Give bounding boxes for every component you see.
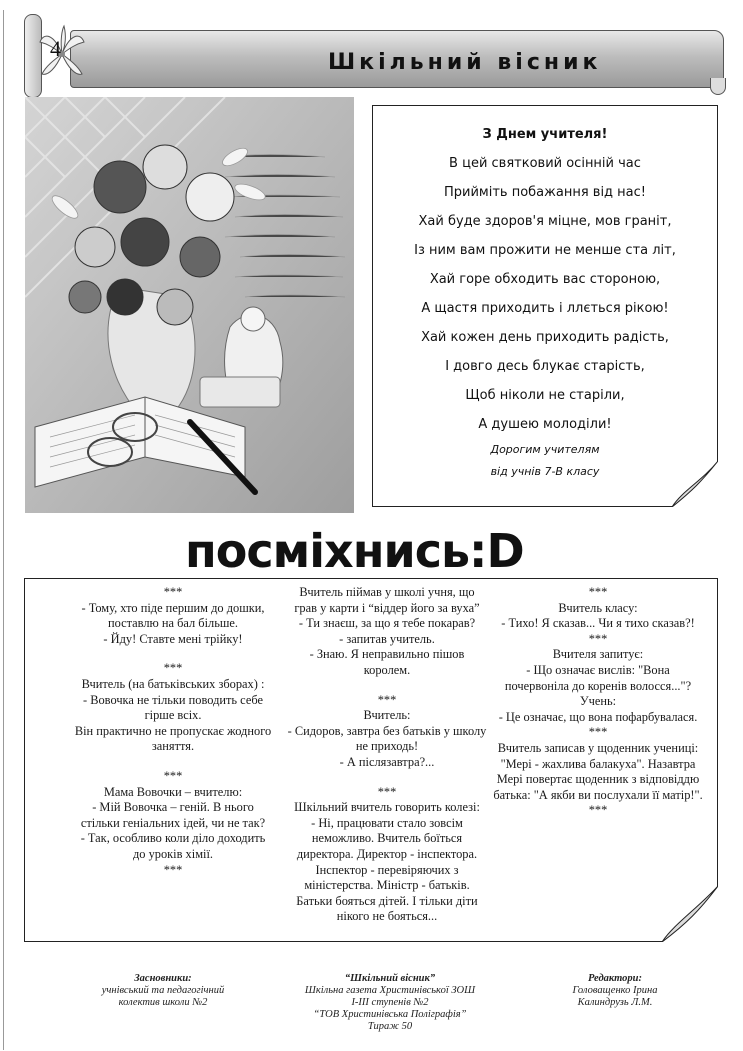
editor-name: Головащенко Ірина xyxy=(572,985,658,996)
joke-text: Він практично не пропускає жодного заняття. xyxy=(74,723,272,754)
jokes-column-3 xyxy=(493,585,703,819)
poem-line: А щастя приходить і ллється рікою! xyxy=(421,301,669,316)
editor-name: Калиндрузь Л.М. xyxy=(577,997,653,1008)
separator: *** xyxy=(163,661,183,676)
jokes-column-1 xyxy=(73,585,273,878)
joke-text: - Ні, працювати стало зовсім неможливо. Вчитель боїться директора. Директор - інспектора. Інспектор - перевіряючих з міністерства. Міністр - батьків. Батьки бояться дітей. І тільки діти нікого не бояться... xyxy=(296,815,478,924)
joke-text: - Тихо! Я сказав... Чи я тихо сказав?! xyxy=(501,616,695,631)
joke-text: - Так, особливо коли діло доходить до уроків хімії. xyxy=(80,831,266,861)
separator: *** xyxy=(163,768,183,783)
joke-text: Вчитель класу: xyxy=(558,600,638,615)
poem-line: З Днем учителя! xyxy=(482,127,608,142)
joke-text: - Вовочка не тільки поводить себе гірше всіх. xyxy=(83,692,263,723)
poem-line: А душею молоділи! xyxy=(478,417,612,432)
founders-title: Засновники: xyxy=(134,973,192,984)
jokes-column-2 xyxy=(287,585,487,925)
founders-line: учнівський та педагогічний xyxy=(101,985,225,996)
poem-line: Щоб ніколи не старіли, xyxy=(465,388,625,403)
joke-text: - Ти знаєш, за що я тебе покарав? xyxy=(298,616,476,631)
footer-paper-info xyxy=(290,973,490,1033)
separator: *** xyxy=(588,803,608,818)
paper-line: Шкільна газета Христинівської ЗОШ xyxy=(304,985,476,996)
paper-line: “ТОВ Христинівська Поліграфія” xyxy=(313,1009,467,1020)
poem-line: Хай буде здоров'я міцне, мов граніт, xyxy=(418,214,672,229)
joke-text: Вчителя запитує: xyxy=(552,647,644,662)
joke-text: Шкільний вчитель говорить колезі: xyxy=(294,800,480,815)
page-curl-icon xyxy=(662,886,718,942)
joke-text: - А післязавтра?... xyxy=(339,754,435,769)
banner-curl xyxy=(710,78,726,95)
poem-line: Прийміть побажання від нас! xyxy=(444,185,646,200)
joke-text: - Це означає, що вона пофарбувалася. xyxy=(498,709,698,724)
page-border-line xyxy=(3,10,4,1050)
joke-text: - Тому, хто піде першим до дошки, поставлю на бал більше. xyxy=(81,600,265,631)
footer-editors xyxy=(540,973,690,1009)
poem-line: І довго десь блукає старість, xyxy=(445,359,645,374)
separator: *** xyxy=(377,784,397,799)
joke-text: - Знаю. Я неправильно пішов королем. xyxy=(309,647,465,677)
separator: *** xyxy=(588,585,608,599)
paper-line: І-ІІІ ступенів №2 xyxy=(351,997,429,1008)
joke-text: - Сидоров, завтра без батьків у школу не приходь! xyxy=(287,723,487,754)
separator: *** xyxy=(588,725,608,740)
separator: *** xyxy=(588,631,608,646)
joke-text: Мама Вовочки – вчителю: xyxy=(103,784,243,799)
lily-flower-icon xyxy=(34,24,90,82)
joke-text: Учень: xyxy=(579,694,617,709)
poem-signature: Дорогим учителям xyxy=(490,443,600,456)
poem-line: Із ним вам прожити не менше ста літ, xyxy=(414,243,676,258)
joke-text: Вчитель записав у щоденник учениці: "Мері - жахлива балакуха". Назавтра Мері повертає щоденник з відповіддю батька: "А якби ви послухали її матір!". xyxy=(493,740,703,802)
poem-line: В цей святковий осінній час xyxy=(449,156,641,171)
joke-text: - Йду! Ставте мені трійку! xyxy=(103,631,243,646)
joke-text: Вчитель піймав у школі учня, що грав у карти і “віддер його за вуха” xyxy=(294,585,480,615)
joke-text: Вчитель (на батьківських зборах) : xyxy=(81,676,265,691)
jokes-box xyxy=(24,578,718,942)
page-curl-icon xyxy=(672,461,718,507)
teachers-day-photo xyxy=(25,97,354,513)
joke-text: - Мій Вовочка – геній. В нього стільки геніальних ідей, чи не так? xyxy=(80,800,266,830)
poem-line: Хай кожен день приходить радість, xyxy=(421,330,669,345)
joke-text: - Що означає вислів: "Вона почервоніла до коренів волосся..."? xyxy=(504,662,692,693)
joke-text: Вчитель: xyxy=(363,708,411,723)
poem-signature: від учнів 7-В класу xyxy=(490,465,600,478)
newspaper-title: Шкільний вісник xyxy=(328,50,602,75)
header-banner xyxy=(40,24,726,90)
footer-founders xyxy=(88,973,238,1009)
poem xyxy=(373,120,717,483)
page-number: 4 xyxy=(50,36,61,61)
founders-line: колектив школи №2 xyxy=(118,997,208,1008)
paper-line: Тираж 50 xyxy=(367,1021,413,1032)
poem-box xyxy=(372,105,718,507)
page-number-scroll xyxy=(24,14,88,94)
separator: *** xyxy=(163,862,183,877)
paper-title: “Шкільний вісник” xyxy=(344,973,436,984)
smile-heading: посміхнись:D xyxy=(185,524,524,578)
editors-title: Редактори: xyxy=(588,973,642,984)
separator: *** xyxy=(163,585,183,599)
joke-text: - запитав учитель. xyxy=(339,631,435,646)
poem-line: Хай горе обходить вас стороною, xyxy=(429,272,661,287)
separator: *** xyxy=(377,692,397,707)
